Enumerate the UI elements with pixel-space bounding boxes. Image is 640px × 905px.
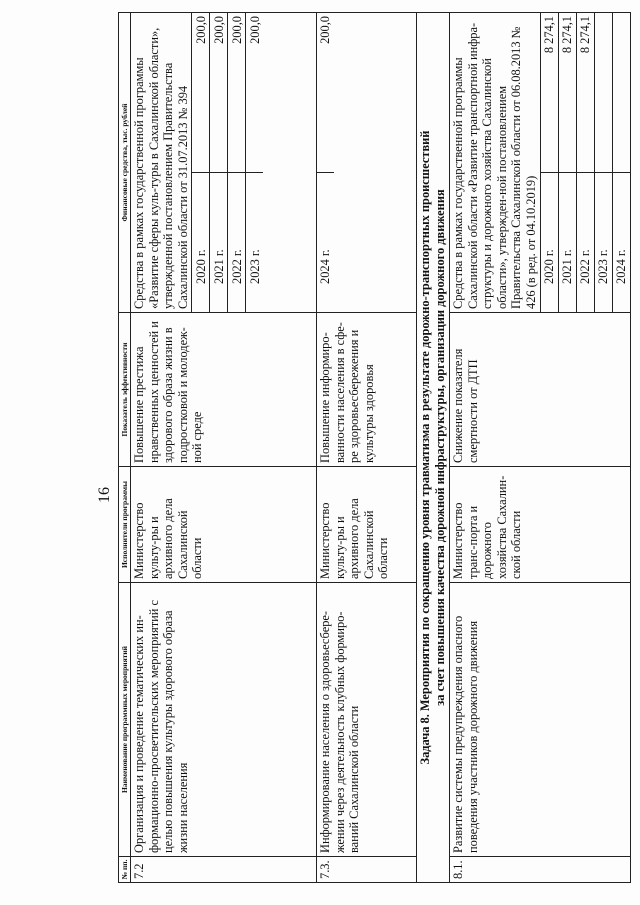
table-row [131, 13, 317, 883]
task-8-heading [417, 13, 450, 883]
fy-year: 2024 г. [612, 173, 630, 313]
row-name: Развитие системы предупреждения опасного поведения участников дорожного движения [450, 583, 631, 857]
fy-value [594, 13, 612, 173]
table-row [450, 13, 631, 883]
fy-value: 200,0 [246, 13, 264, 173]
header-name: Наименование программных мероприятий [119, 583, 131, 857]
row-name: Организация и проведение тематических ин-формационно-просветительских мероприятий с целью повышения культуры здорового образа жизни населения [131, 583, 317, 857]
program-measures-table [118, 12, 631, 883]
row-num: 7.3. [317, 857, 417, 883]
row-exec: Министерство транс-порта и дорожного хозяйства Сахалин-ской области [450, 467, 631, 583]
table-header-row [119, 13, 131, 883]
task-row [417, 13, 450, 883]
funding-year-row [576, 13, 594, 312]
fy-year: 2022 г. [228, 173, 246, 313]
row-exec: Министерство культу-ры и архивного дела Сахалинской области [131, 467, 317, 583]
row-eff: Повышение престижа нравственных ценностей и здорового образа жизни в подростковой и молодеж-ной среде [131, 313, 317, 467]
page-number: 16 [96, 487, 113, 503]
funding-year-row [210, 13, 228, 312]
funding-years [540, 13, 630, 312]
fy-year: 2022 г. [576, 173, 594, 313]
funding-year-row [317, 13, 334, 312]
funding-year-row [594, 13, 612, 312]
fy-year: 2020 г. [540, 173, 558, 313]
header-num: № пп. [119, 857, 131, 883]
funding-year-row [612, 13, 630, 312]
fy-year: 2020 г. [192, 173, 210, 313]
row-eff: Повышение информиро-ванности населения в сфе-ре здоровьесбережения и культуры здоровья [317, 313, 417, 467]
header-fin: Финансовые средства, тыс. рублей [119, 13, 131, 313]
fy-year: 2023 г. [594, 173, 612, 313]
fy-value: 8 274,1 [576, 13, 594, 173]
funding-year-row [246, 13, 264, 312]
funding-year-row [558, 13, 576, 312]
row-name: Информирование населения о здоровьесбере-жении через деятельность клубных формиро-ваний Сахалинской области [317, 583, 417, 857]
fy-value: 200,0 [318, 16, 333, 44]
fy-value: 200,0 [192, 13, 210, 173]
task-8-line2: за счет повышения качества дорожной инфраструктуры, организации дорожного движения [433, 189, 447, 706]
row-fin [450, 13, 631, 313]
fy-value: 200,0 [210, 13, 228, 173]
fy-year: 2024 г. [317, 173, 334, 313]
funding-year-row [540, 13, 558, 312]
fy-value: 200,0 [228, 13, 246, 173]
fy-value: 8 274,1 [540, 13, 558, 173]
header-eff: Показатель эффективности [119, 313, 131, 467]
funding-years [317, 13, 334, 312]
row-fin [131, 13, 317, 313]
fy-year: 2021 г. [210, 173, 228, 313]
header-exec: Исполнители программы [119, 467, 131, 583]
row-fin [317, 13, 417, 313]
funding-years [191, 13, 263, 312]
fin-description: Средства в рамках государственной программы «Развитие сферы куль-туры в Сахалинской области», утвержденной постановлением Правительства Сахалинской области от 31.07.2013 № 394 [132, 27, 190, 309]
row-num: 7.2 [131, 857, 317, 883]
fin-description: Средства в рамках государственной программы Сахалинской области «Развитие транспортной инфра-структуры и дорожного хозяйства Сахалинской области», утвержден-ной постановлением Правительства Сахалинской области от 06.08.2013 № 426 (в ред. от 04.10.2019) [451, 22, 538, 309]
fy-year: 2021 г. [558, 173, 576, 313]
table-row [317, 13, 417, 883]
funding-year-row [228, 13, 246, 312]
row-eff: Снижение показателя смертности от ДТП [450, 313, 631, 467]
fy-value [612, 13, 630, 173]
row-exec: Министерство культу-ры и архивного дела Сахалинской области [317, 467, 417, 583]
fy-value: 8 274,1 [558, 13, 576, 173]
task-8-line1: Задача 8. Мероприятия по сокращению уровня травматизма в результате дорожно-транспортных происшествий [418, 130, 432, 765]
funding-year-row [192, 13, 210, 312]
row-num: 8.1. [450, 857, 631, 883]
fy-year: 2023 г. [246, 173, 264, 313]
